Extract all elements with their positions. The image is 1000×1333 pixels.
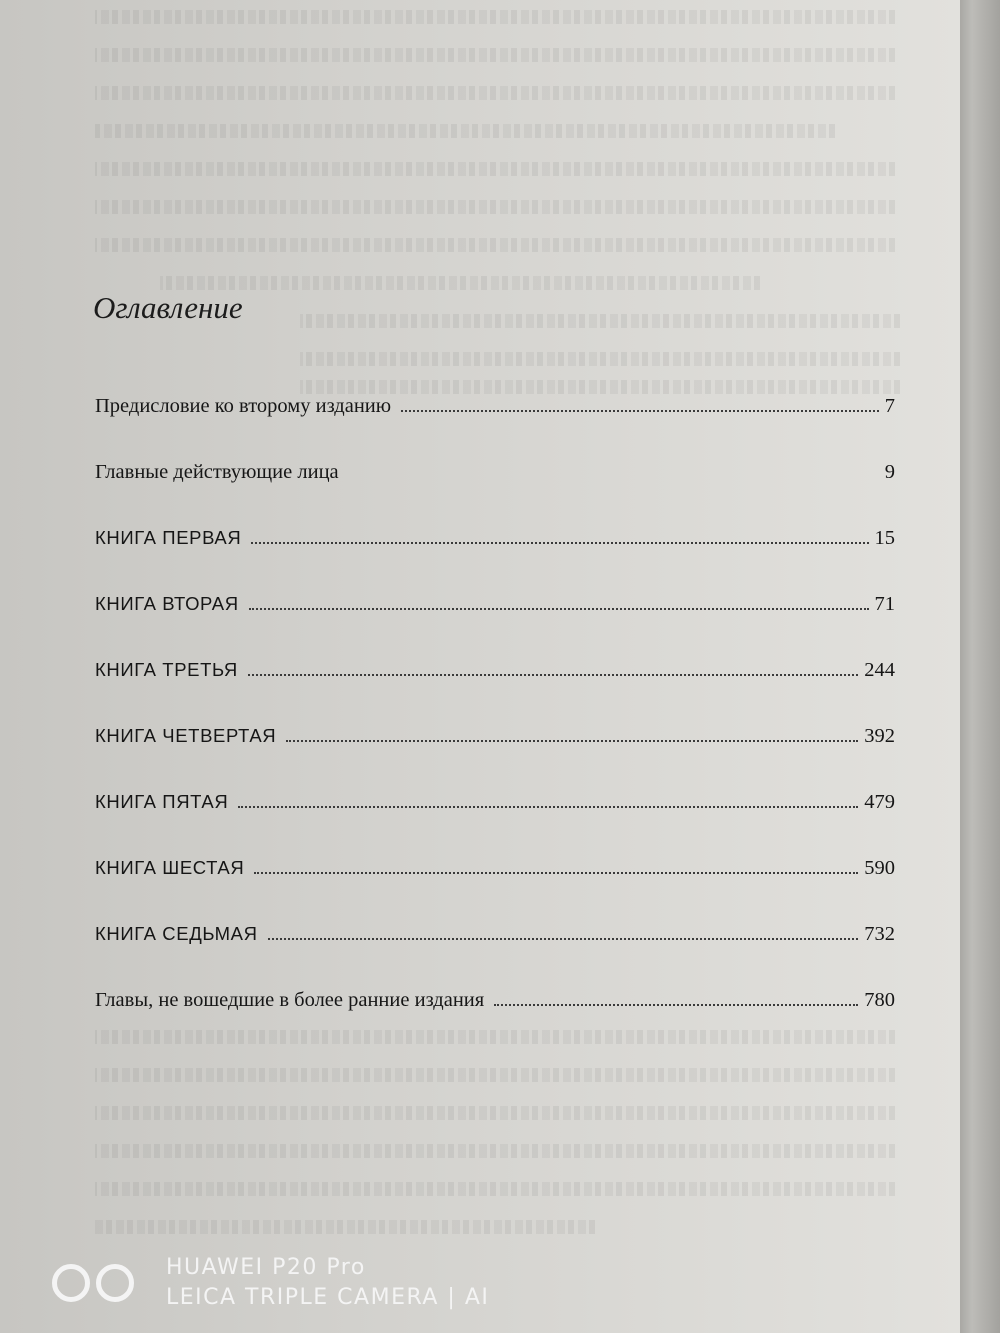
toc-entry <box>95 461 895 527</box>
page-edge <box>960 0 1000 1333</box>
dot-leader <box>286 739 858 742</box>
toc-entry <box>95 923 895 989</box>
watermark-camera: LEICA TRIPLE CAMERA | AI <box>166 1285 490 1310</box>
toc-entry-page: 392 <box>864 725 895 747</box>
dot-leader <box>238 805 858 808</box>
toc-entry-page: 7 <box>884 395 895 417</box>
toc-entry-label: КНИГА СЕДЬМАЯ <box>95 923 258 944</box>
toc-entry <box>95 989 895 1055</box>
toc-entry-label: КНИГА ЧЕТВЕРТАЯ <box>95 725 277 746</box>
toc-entry-page: 732 <box>864 923 895 945</box>
watermark-model: HUAWEI P20 Pro <box>166 1255 366 1280</box>
dot-leader <box>248 673 858 676</box>
dual-ring-icon <box>52 1264 140 1302</box>
toc-entry-page: 71 <box>874 593 895 615</box>
toc-entry-page: 479 <box>864 791 895 813</box>
dot-leader <box>251 541 868 544</box>
toc-entry <box>95 857 895 923</box>
toc-entry-label: КНИГА ВТОРАЯ <box>95 593 239 614</box>
leader-gap <box>349 477 879 478</box>
toc-entry-label: Главы, не вошедшие в более ранние издания <box>95 989 485 1011</box>
toc-entry <box>95 527 895 593</box>
watermark-text <box>166 1253 489 1313</box>
dot-leader <box>494 1003 858 1006</box>
table-of-contents <box>95 395 895 1055</box>
toc-entry-label: Главные действующие лица <box>95 461 339 483</box>
toc-entry-page: 780 <box>864 989 895 1011</box>
toc-entry <box>95 659 895 725</box>
dot-leader <box>249 607 869 610</box>
dot-leader <box>254 871 858 874</box>
toc-entry-label: КНИГА ПЕРВАЯ <box>95 527 242 548</box>
toc-title: Оглавление <box>93 290 243 325</box>
toc-entry <box>95 791 895 857</box>
toc-entry-page: 244 <box>864 659 895 681</box>
toc-entry <box>95 725 895 791</box>
toc-entry-page: 9 <box>884 461 895 483</box>
toc-entry-page: 590 <box>864 857 895 879</box>
toc-entry-label: КНИГА ТРЕТЬЯ <box>95 659 238 680</box>
ring-shape <box>96 1264 134 1302</box>
toc-entry-label: КНИГА ШЕСТАЯ <box>95 857 245 878</box>
toc-entry-label: Предисловие ко второму изданию <box>95 395 392 417</box>
dot-leader <box>401 409 879 412</box>
toc-entry <box>95 395 895 461</box>
toc-entry <box>95 593 895 659</box>
toc-entry-label: КНИГА ПЯТАЯ <box>95 791 229 812</box>
ring-shape <box>52 1264 90 1302</box>
dot-leader <box>268 937 859 940</box>
toc-entry-page: 15 <box>874 527 895 549</box>
camera-watermark <box>52 1253 489 1313</box>
